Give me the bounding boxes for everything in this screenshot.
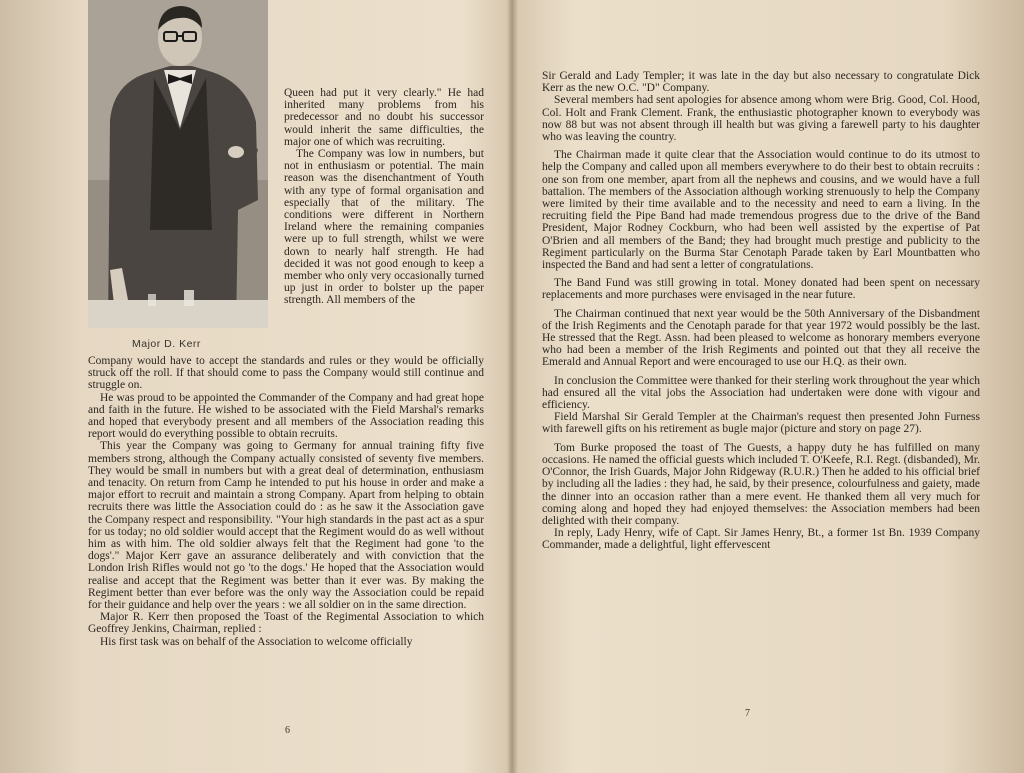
full-column: [88, 355, 484, 648]
paragraph-first-task: His first task was on behalf of the Association to welcome officially: [100, 635, 413, 648]
paragraph-proud: He was proud to be appointed the Commander of the Company and had great hope and faith in the future. He wished to be associated with the Field Marshal's remarks and hoped that everybody present and all members of the Association reading this report would do everything possible to obtain recruits.: [88, 391, 484, 441]
photo-caption: Major D. Kerr: [132, 338, 201, 350]
paragraph-band-fund: The Band Fund was still growing in total. Money donated had been spent on necessary replacements and more purchases were envisaged in the near future.: [542, 277, 980, 302]
paragraph-conclusion: In conclusion the Committee were thanked for their sterling work throughout the year which had ensured all the vital jobs the Association had undertaken were done with vigour and efficiency.: [542, 374, 980, 412]
right-column: [542, 70, 980, 552]
portrait-photo: [88, 0, 268, 328]
paragraph-apologies: Several members had sent apologies for absence among whom were Brig. Good, Col. Hood, Col. Holt and Frank Clement. Frank, the enthusiastic photographer known to everybody was now 88 but was not absent through ill health but was giving a farewell party to his daughter who was leaving the country.: [542, 94, 980, 144]
paragraph-anniversary: The Chairman continued that next year would be the 50th Anniversary of the Disbandment of the Irish Regiments and the Cenotaph parade for that year 1972 would possibly be the last. He stressed that the Regt. Assn. had been pleased to welcome as honorary members everyone who had been a member of the Irish Regiments and pointed out that they all receive the Emerald and Annual Report and were encouraged to use our H.Q. as their own.: [542, 307, 980, 369]
paragraph-guests: Tom Burke proposed the toast of The Guests, a happy duty he has fulfilled on many occasions. He named the official guests which included T. O'Keefe, R.I. Regt. (disbanded), Mr. O'Connor, the Irish Guards, Major John Ridgeway (R.U.R.) Then he added to his official brief by including all the ladies : they had, he said, by their presence, colourfulness and gaiety, made the dinner into an occasion rather than a mere event. He thanked them all very much for coming along and hoped they had enjoyed themselves: the Association members had been delighted with their company.: [542, 441, 980, 527]
paragraph-queen: Queen had put it very clearly." He had inherited many problems from his predecessor and no doubt his successor would inherit the same difficulties, the major one of which was recruiting.: [284, 87, 484, 148]
left-page: [0, 0, 508, 773]
paragraph-templer: Sir Gerald and Lady Templer; it was late in the day but also necessary to congratulate Dick Kerr as the new O.C. "D" Company.: [542, 70, 980, 95]
right-page: [512, 0, 1024, 773]
page-number-left: 6: [285, 725, 290, 736]
paragraph-toast: Major R. Kerr then proposed the Toast of the Regimental Association to which Geoffrey Jenkins, Chairman, replied :: [88, 611, 484, 636]
paragraph-company-low: The Company was low in numbers, but not in enthusiasm or potential. The main reason was the disenchantment of Youth with any type of formal organisation and especially that of the military. The conditions were different in Northern Ireland where the remaining companies were up to full strength, whilst we were down to nearly half strength. He had decided it was not good enough to keep a member who only very occasionally turned up just in order to bolster up the paper strength. All members of the: [284, 148, 484, 307]
portrait-photo-graphic: [88, 0, 268, 328]
page-number-right: 7: [745, 708, 750, 719]
paragraph-company-continued: Company would have to accept the standards and rules or they would be officially struck off the roll. If that should come to pass the Company would still continue and struggle on.: [88, 355, 484, 392]
paragraph-chairman-clear: The Chairman made it quite clear that the Association would continue to do its utmost to help the Company and called upon all members everywhere to do their best to obtain recruits : one son from one member, apart from all the nephews and cousins, and we would have a full battalion. The members of the Association although working strenuously to help the Company were limited by their time available and to the necessity and need to earn a living. In the recruiting field the Pipe Band had made tremendous progress due to the drive of the Band President, Major Rodney Cockburn, who had been well assisted by the expertise of Pat O'Brien and all members of the Band; they had brought much prestige and publicity to the Regiment particularly on the Burma Star Cenotaph Parade taken by Earl Mountbatten who inspected the Band and had sent a letter of congratulations.: [542, 149, 980, 272]
paragraph-lady-henry: In reply, Lady Henry, wife of Capt. Sir James Henry, Bt., a former 1st Bn. 1939 Company Commander, made a delightful, light effervescent: [542, 527, 980, 552]
paragraph-germany: This year the Company was going to Germany for annual training fifty five members strong, although the Company actually consisted of seventy five members. They would be small in numbers but with a great deal of determination, enthusiasm and tenacity. On return from Camp he intended to put his house in order and make a major effort to recruit and maintain a strong Company. Apart from helping to obtain recruits there was little the Association could do : as he saw it the Association gave the Company respect and responsibility. "Your high standards in the past act as a spur for us today; no old soldier would accept that the Regiment would do as well without him as with him. The old soldier always felt that the Regiment had gone 'to the dogs'." Major Kerr gave an assurance deliberately and with conviction that the London Irish Rifles would not go 'to the dogs.' He hoped that the Association would realise and accept that the Regiment was better than it ever was. By making the Regiment better than ever before was the only way the Association could be repaid for their guidance and help over the years : we all soldier on in the same direction.: [88, 440, 484, 612]
wrap-column: [284, 87, 484, 307]
paragraph-furness: Field Marshal Sir Gerald Templer at the Chairman's request then presented John Furness with farewell gifts on his retirement as bugle major (picture and story on page 27).: [542, 411, 980, 436]
